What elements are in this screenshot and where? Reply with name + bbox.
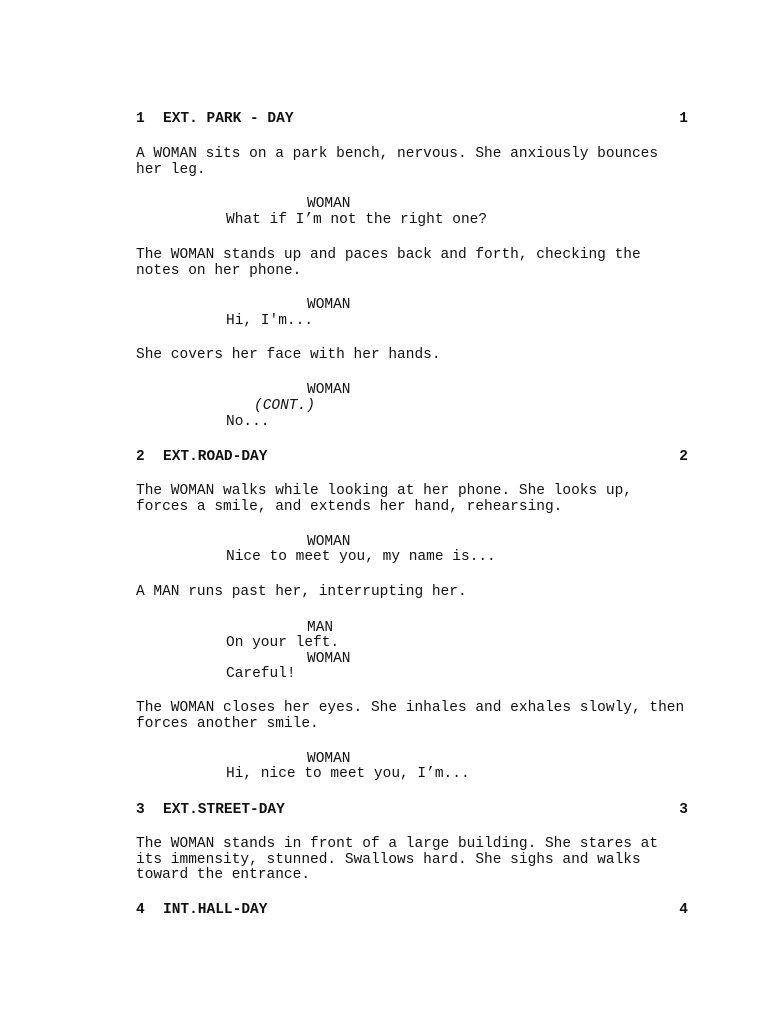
character-name: WOMAN <box>307 534 351 550</box>
scene-number-right: 3 <box>679 802 688 818</box>
scene-number-left: 2 <box>136 449 145 465</box>
character-name: WOMAN <box>307 196 351 212</box>
scene-heading-3 <box>136 803 688 819</box>
character-name: WOMAN <box>307 751 351 767</box>
action-line: A WOMAN sits on a park bench, nervous. She anxiously bounces her leg. <box>136 146 667 178</box>
scene-heading-title <box>136 450 267 466</box>
dialogue-line: Nice to meet you, my name is... <box>226 549 496 565</box>
scene-heading-4 <box>136 903 688 919</box>
scene-slugline: EXT.ROAD-DAY <box>163 449 268 465</box>
scene-number-right: 1 <box>679 111 688 127</box>
scene-heading-2 <box>136 450 688 466</box>
dialogue-line: On your left. <box>226 635 340 651</box>
action-line: The WOMAN closes her eyes. She inhales and exhales slowly, then forces another smile. <box>136 700 693 732</box>
character-name: WOMAN <box>307 297 351 313</box>
action-line: A MAN runs past her, interrupting her. <box>136 584 467 600</box>
character-name: MAN <box>307 620 334 636</box>
scene-heading-title <box>136 803 285 819</box>
scene-number-right: 2 <box>679 449 688 465</box>
scene-number-left: 4 <box>136 902 145 918</box>
scene-slugline: EXT. PARK - DAY <box>163 111 294 127</box>
character-name: WOMAN <box>307 382 351 398</box>
scene-heading-title <box>136 903 267 919</box>
action-line: The WOMAN stands in front of a large building. She stares at its immensity, stunned. Swallows hard. She sighs and walks toward the entrance. <box>136 836 667 883</box>
character-name: WOMAN <box>307 651 351 667</box>
scene-number-left: 3 <box>136 802 145 818</box>
scene-number-right: 4 <box>679 902 688 918</box>
action-line: The WOMAN stands up and paces back and forth, checking the notes on her phone. <box>136 247 650 279</box>
scene-slugline: INT.HALL-DAY <box>163 902 268 918</box>
action-line: She covers her face with her hands. <box>136 347 441 363</box>
scene-heading-1 <box>136 112 688 128</box>
dialogue-line: Hi, nice to meet you, I’m... <box>226 766 470 782</box>
dialogue-line: What if I’m not the right one? <box>226 212 488 228</box>
action-line: The WOMAN walks while looking at her phone. She looks up, forces a smile, and extends her hand, rehearsing. <box>136 483 641 515</box>
dialogue-line: Hi, I'm... <box>226 313 314 329</box>
scene-slugline: EXT.STREET-DAY <box>163 802 285 818</box>
scene-heading-title <box>136 112 294 128</box>
parenthetical: (CONT.) <box>254 398 315 414</box>
scene-number-left: 1 <box>136 111 145 127</box>
dialogue-line: Careful! <box>226 666 296 682</box>
dialogue-line: No... <box>226 414 270 430</box>
